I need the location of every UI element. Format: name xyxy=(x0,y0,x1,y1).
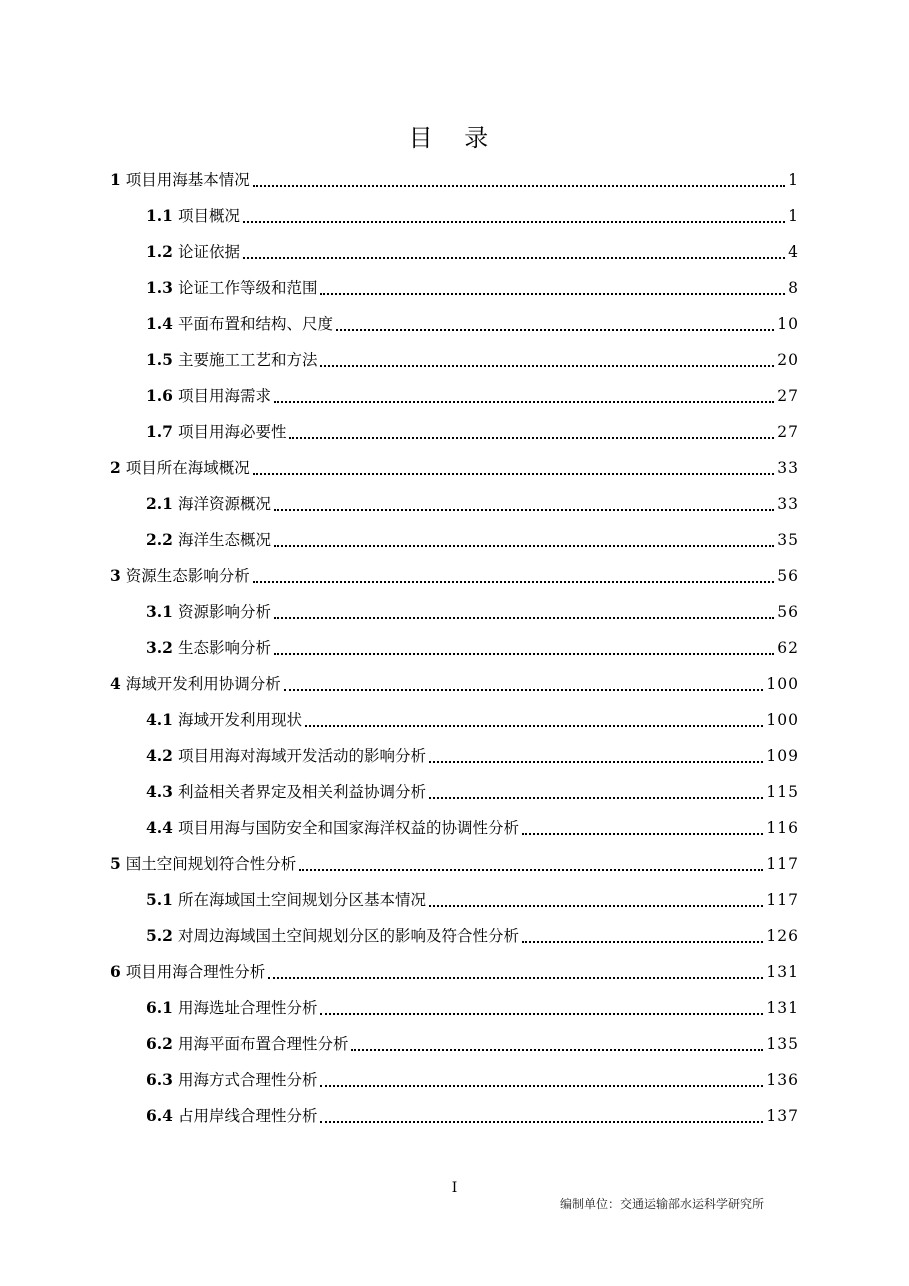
toc-entry-title: 项目概况 xyxy=(177,207,240,225)
toc-dot-leader xyxy=(320,293,785,295)
toc-entry-title: 占用岸线合理性分析 xyxy=(177,1107,318,1125)
toc-entry-number: 6.2 xyxy=(146,1034,173,1053)
toc-entry-number: 3.1 xyxy=(146,602,173,621)
toc-section-entry[interactable] xyxy=(0,594,909,630)
toc-dot-leader xyxy=(522,833,763,835)
toc-entry-number: 6.3 xyxy=(146,1070,173,1089)
toc-section-entry[interactable] xyxy=(0,414,909,450)
toc-dot-leader xyxy=(320,365,774,367)
page-number: I xyxy=(451,1180,458,1196)
toc-chapter-entry[interactable] xyxy=(0,846,909,882)
toc-entry-number: 1.6 xyxy=(146,386,173,405)
toc-dot-leader xyxy=(429,797,763,799)
toc-dot-leader xyxy=(268,977,763,979)
toc-entry-number: 5.1 xyxy=(146,890,173,909)
toc-entry-page: 4 xyxy=(788,243,799,261)
toc-entry-page: 20 xyxy=(777,351,799,369)
toc-dot-leader xyxy=(320,1121,763,1123)
toc-section-entry[interactable] xyxy=(0,702,909,738)
toc-entry-number: 2 xyxy=(110,458,121,477)
toc-entry-page: 33 xyxy=(777,495,799,513)
toc-entry-title: 用海方式合理性分析 xyxy=(177,1071,318,1089)
toc-entry-page: 117 xyxy=(766,891,799,909)
toc-entry-title: 国土空间规划符合性分析 xyxy=(125,855,297,873)
toc-section-entry[interactable] xyxy=(0,1062,909,1098)
toc-dot-leader xyxy=(243,221,785,223)
toc-section-entry[interactable] xyxy=(0,378,909,414)
toc-entry-title: 项目用海合理性分析 xyxy=(125,963,266,981)
toc-entry-page: 136 xyxy=(766,1071,799,1089)
toc-entry-title: 论证依据 xyxy=(177,243,240,261)
toc-entry-title: 对周边海域国土空间规划分区的影响及符合性分析 xyxy=(177,927,519,945)
toc-entry-page: 131 xyxy=(766,999,799,1017)
toc-entry-number: 2.1 xyxy=(146,494,173,513)
toc-entry-page: 10 xyxy=(777,315,799,333)
toc-dot-leader xyxy=(320,1085,763,1087)
toc-entry-page: 117 xyxy=(766,855,799,873)
toc-entry-number: 1.4 xyxy=(146,314,173,333)
toc-entry-page: 115 xyxy=(766,783,799,801)
toc-entry-number: 6.4 xyxy=(146,1106,173,1125)
toc-dot-leader xyxy=(274,653,774,655)
toc-entry-number: 4 xyxy=(110,674,121,693)
toc-entry-title: 资源影响分析 xyxy=(177,603,271,621)
toc-section-entry[interactable] xyxy=(0,198,909,234)
toc-entry-number: 3.2 xyxy=(146,638,173,657)
toc-entry-number: 1.3 xyxy=(146,278,173,297)
toc-entry-page: 100 xyxy=(766,675,799,693)
toc-entry-page: 27 xyxy=(777,387,799,405)
toc-section-entry[interactable] xyxy=(0,882,909,918)
toc-dot-leader xyxy=(305,725,763,727)
toc-entry-page: 1 xyxy=(788,171,799,189)
toc-entry-page: 131 xyxy=(766,963,799,981)
toc-section-entry[interactable] xyxy=(0,486,909,522)
toc-entry-number: 2.2 xyxy=(146,530,173,549)
toc-dot-leader xyxy=(299,869,763,871)
toc-dot-leader xyxy=(274,401,774,403)
toc-section-entry[interactable] xyxy=(0,1026,909,1062)
toc-dot-leader xyxy=(243,257,785,259)
toc-section-entry[interactable] xyxy=(0,342,909,378)
toc-dot-leader xyxy=(289,437,774,439)
toc-entry-title: 平面布置和结构、尺度 xyxy=(177,315,333,333)
toc-entry-number: 1 xyxy=(110,170,121,189)
toc-section-entry[interactable] xyxy=(0,918,909,954)
toc-entry-title: 海域开发利用现状 xyxy=(177,711,302,729)
toc-dot-leader xyxy=(274,509,774,511)
toc-section-entry[interactable] xyxy=(0,1098,909,1134)
toc-entry-page: 109 xyxy=(766,747,799,765)
toc-entry-title: 所在海域国土空间规划分区基本情况 xyxy=(177,891,426,909)
page-title: 目 录 xyxy=(408,124,501,152)
toc-entry-title: 海域开发利用协调分析 xyxy=(125,675,281,693)
toc-dot-leader xyxy=(429,761,763,763)
toc-entry-page: 27 xyxy=(777,423,799,441)
toc-entry-number: 4.4 xyxy=(146,818,173,837)
toc-chapter-entry[interactable] xyxy=(0,954,909,990)
toc-entry-page: 33 xyxy=(777,459,799,477)
toc-section-entry[interactable] xyxy=(0,306,909,342)
toc-entry-title: 项目用海需求 xyxy=(177,387,271,405)
toc-section-entry[interactable] xyxy=(0,810,909,846)
toc-entry-page: 35 xyxy=(777,531,799,549)
toc-entry-page: 1 xyxy=(788,207,799,225)
toc-entry-number: 5 xyxy=(110,854,121,873)
toc-dot-leader xyxy=(351,1049,763,1051)
toc-entry-number: 4.3 xyxy=(146,782,173,801)
toc-chapter-entry[interactable] xyxy=(0,162,909,198)
toc-entry-page: 137 xyxy=(766,1107,799,1125)
toc-entry-title: 用海平面布置合理性分析 xyxy=(177,1035,349,1053)
toc-dot-leader xyxy=(274,545,774,547)
toc-entry-page: 135 xyxy=(766,1035,799,1053)
toc-entry-number: 4.1 xyxy=(146,710,173,729)
toc-entry-page: 8 xyxy=(788,279,799,297)
toc-entry-number: 1.5 xyxy=(146,350,173,369)
toc-dot-leader xyxy=(253,581,774,583)
toc-section-entry[interactable] xyxy=(0,774,909,810)
toc-entry-number: 1.7 xyxy=(146,422,173,441)
toc-dot-leader xyxy=(274,617,774,619)
toc-entry-number: 3 xyxy=(110,566,121,585)
table-of-contents xyxy=(0,162,909,1134)
toc-section-entry[interactable] xyxy=(0,234,909,270)
toc-entry-title: 项目用海基本情况 xyxy=(125,171,250,189)
toc-section-entry[interactable] xyxy=(0,738,909,774)
toc-dot-leader xyxy=(253,185,785,187)
toc-entry-title: 海洋生态概况 xyxy=(177,531,271,549)
toc-entry-title: 项目用海对海域开发活动的影响分析 xyxy=(177,747,426,765)
toc-section-entry[interactable] xyxy=(0,270,909,306)
toc-dot-leader xyxy=(253,473,774,475)
toc-entry-page: 100 xyxy=(766,711,799,729)
toc-entry-title: 生态影响分析 xyxy=(177,639,271,657)
footer-organization: 编制单位：交通运输部水运科学研究所 xyxy=(560,1197,765,1211)
toc-entry-page: 62 xyxy=(777,639,799,657)
toc-entry-page: 126 xyxy=(766,927,799,945)
toc-entry-title: 项目用海必要性 xyxy=(177,423,287,441)
toc-chapter-entry[interactable] xyxy=(0,666,909,702)
toc-entry-title: 海洋资源概况 xyxy=(177,495,271,513)
toc-chapter-entry[interactable] xyxy=(0,450,909,486)
toc-entry-title: 主要施工工艺和方法 xyxy=(177,351,318,369)
toc-entry-title: 利益相关者界定及相关利益协调分析 xyxy=(177,783,426,801)
toc-entry-number: 1.1 xyxy=(146,206,173,225)
toc-section-entry[interactable] xyxy=(0,630,909,666)
toc-entry-number: 6 xyxy=(110,962,121,981)
toc-entry-number: 1.2 xyxy=(146,242,173,261)
toc-dot-leader xyxy=(320,1013,763,1015)
toc-dot-leader xyxy=(429,905,763,907)
toc-dot-leader xyxy=(336,329,774,331)
toc-dot-leader xyxy=(522,941,763,943)
toc-entry-page: 56 xyxy=(777,567,799,585)
toc-entry-number: 6.1 xyxy=(146,998,173,1017)
toc-dot-leader xyxy=(284,689,764,691)
toc-chapter-entry[interactable] xyxy=(0,558,909,594)
toc-entry-number: 4.2 xyxy=(146,746,173,765)
toc-section-entry[interactable] xyxy=(0,522,909,558)
toc-entry-page: 56 xyxy=(777,603,799,621)
toc-entry-title: 项目所在海域概况 xyxy=(125,459,250,477)
toc-section-entry[interactable] xyxy=(0,990,909,1026)
toc-entry-title: 论证工作等级和范围 xyxy=(177,279,318,297)
toc-entry-title: 用海选址合理性分析 xyxy=(177,999,318,1017)
toc-entry-page: 116 xyxy=(766,819,799,837)
toc-entry-title: 资源生态影响分析 xyxy=(125,567,250,585)
toc-entry-number: 5.2 xyxy=(146,926,173,945)
toc-entry-title: 项目用海与国防安全和国家海洋权益的协调性分析 xyxy=(177,819,519,837)
